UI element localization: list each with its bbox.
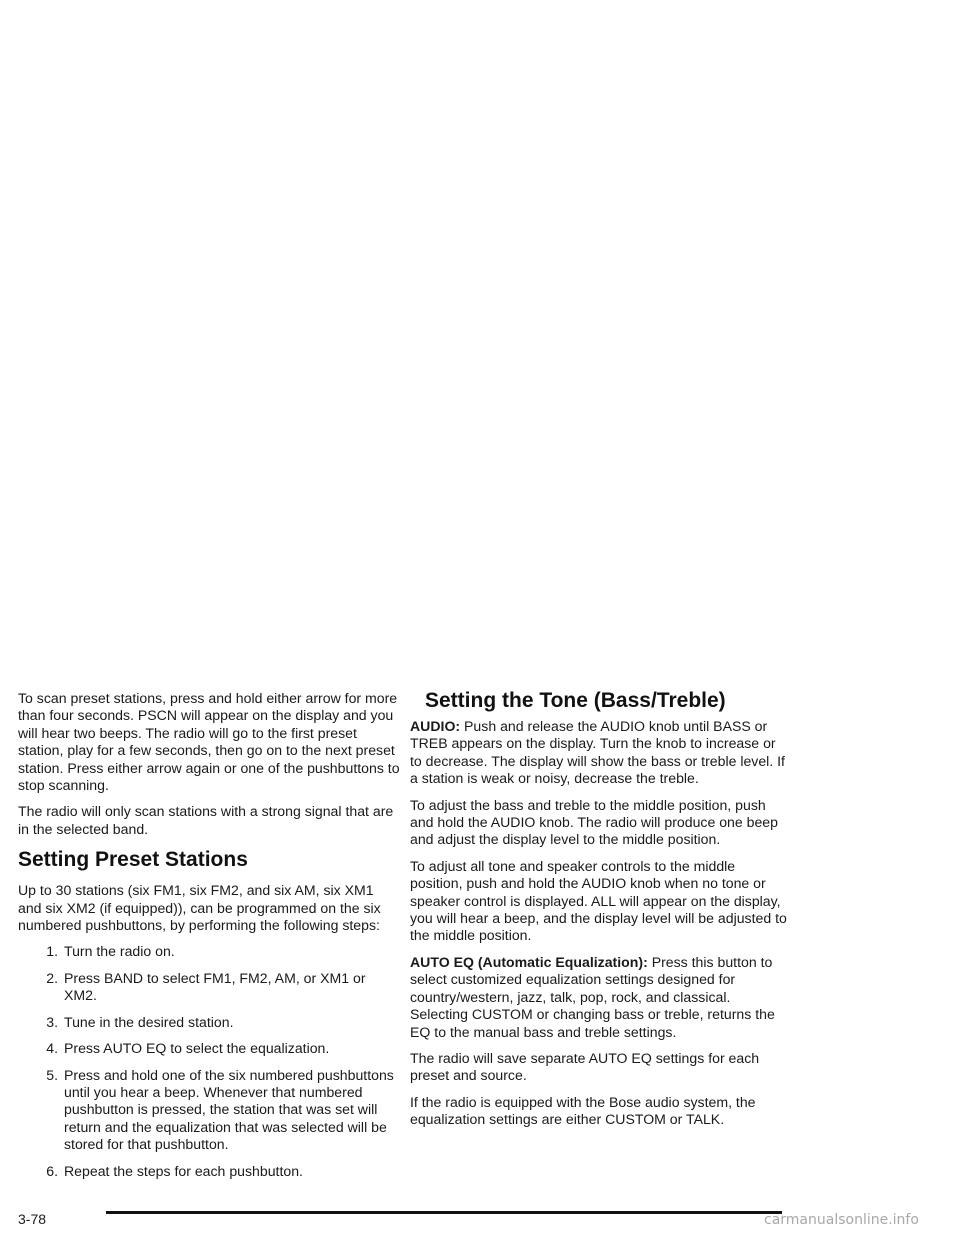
footer-rule: [106, 1211, 782, 1214]
auto-eq-label: AUTO EQ (Automatic Equalization):: [410, 953, 648, 970]
audio-paragraph: [410, 718, 790, 788]
audio-label: AUDIO:: [410, 718, 461, 734]
page-number: 3-78: [18, 1211, 47, 1227]
list-item: 3. Tune in the desired station.: [46, 1013, 234, 1030]
auto-eq-paragraph: [410, 954, 790, 1041]
list-item: 1. Turn the radio on.: [46, 943, 175, 960]
bose-paragraph: If the radio is equipped with the Bose audio system, the equalization settings are either CUSTOM or TALK.: [410, 1093, 756, 1128]
preset-intro-paragraph: Up to 30 stations (six FM1, six FM2, and six AM, six XM1 and six XM2 (if equipped)), can be programmed on the six numbered pushbuttons, by performing the following steps:: [18, 882, 381, 934]
scan-strong-signal-paragraph: The radio will only scan stations with a strong signal that are in the selected band.: [18, 803, 394, 837]
save-settings-paragraph: The radio will save separate AUTO EQ settings for each preset and source.: [410, 1049, 760, 1084]
setting-tone-heading: Setting the Tone (Bass/Treble): [425, 689, 726, 712]
audio-text: Push and release the AUDIO knob until BASS or TREB appears on the display. Turn the knob to increase or to decrease. The display will show the bass or treble level. If a station is weak or noisy, decrease the treble.: [410, 718, 785, 787]
watermark: carmanualsonline.info: [764, 1212, 919, 1228]
setting-preset-stations-heading: Setting Preset Stations: [18, 848, 248, 872]
all-controls-paragraph: To adjust all tone and speaker controls to the middle position, push and hold the AUDIO knob when no tone or speaker control is displayed. ALL will appear on the display, you will hear a beep, and the display level will be adjusted to the middle position.: [410, 857, 787, 944]
list-item: 5. Press and hold one of the six numbered pushbuttons until you hear a beep. Whenever that numbered pushbutton is pressed, the station that was set will return and the equalization that was selected will be stored for that pushbutton.: [46, 1066, 394, 1153]
auto-eq-text: Press this button to select customized equalization settings designed for country/western, jazz, talk, pop, rock, and classical. Selecting CUSTOM or changing bass or treble, returns the EQ to the manual bass and treble settings.: [410, 953, 775, 1040]
right-column: [410, 689, 790, 1138]
scan-preset-paragraph: To scan preset stations, press and hold either arrow for more than four seconds. PSCN will appear on the display and you will hear two beeps. The radio will go to the first preset station, play for a few seconds, then go on to the next preset station. Press either arrow again or one of the pushbuttons to stop scanning.: [18, 690, 400, 794]
middle-position-paragraph: To adjust the bass and treble to the middle position, push and hold the AUDIO knob. The radio will produce one beep and adjust the display level to the middle position.: [410, 796, 778, 848]
list-item: 6. Repeat the steps for each pushbutton.: [46, 1162, 303, 1179]
list-item: 2. Press BAND to select FM1, FM2, AM, or XM1 or XM2.: [46, 969, 366, 1004]
list-item: 4. Press AUTO EQ to select the equalization.: [46, 1040, 330, 1057]
preset-steps-list: [18, 943, 400, 1179]
left-column: [18, 690, 400, 1189]
page-footer: [18, 1206, 782, 1230]
